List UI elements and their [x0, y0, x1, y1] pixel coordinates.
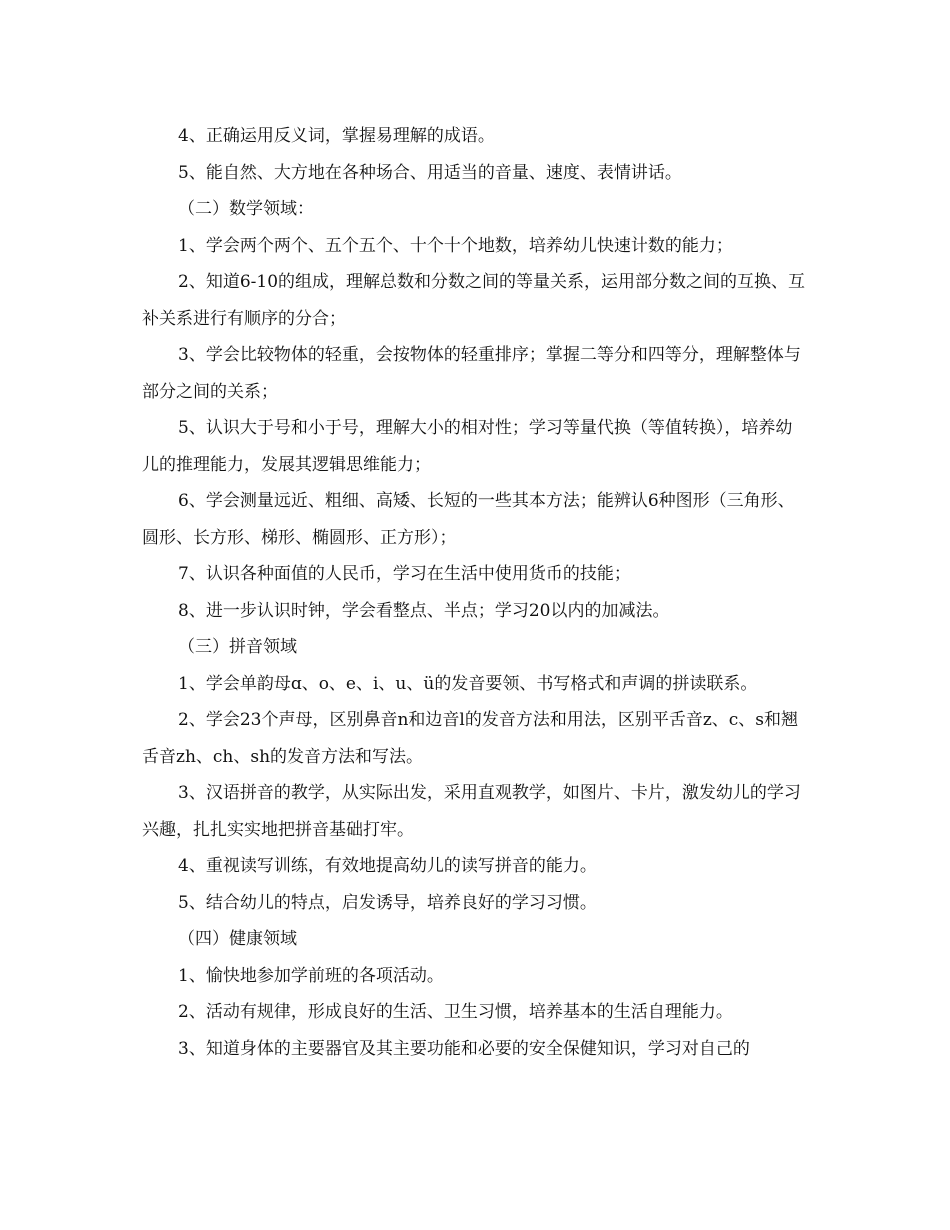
paragraph: 6、学会测量远近、粗细、高矮、长短的一些其本方法；能辨认6种图形（三角形、圆形、长方形、梯形、椭圆形、正方形）；: [142, 491, 795, 548]
paragraph: 4、正确运用反义词，掌握易理解的成语。: [178, 126, 495, 146]
paragraph: 5、认识大于号和小于号，理解大小的相对性；学习等量代换（等值转换），培养幼儿的推理能力，发展其逻辑思维能力；: [142, 418, 793, 475]
paragraph: 7、认识各种面值的人民币，学习在生活中使用货币的技能；: [178, 564, 631, 584]
paragraph: 8、进一步认识时钟，学会看整点、半点；学习20以内的加减法。: [178, 600, 670, 621]
section-heading-health: （四）健康领域: [178, 929, 297, 949]
paragraph: 3、汉语拼音的教学，从实际出发，采用直观教学，如图片、卡片，激发幼儿的学习兴趣，扎扎实实地把拼音基础打牢。: [142, 783, 801, 840]
paragraph: 2、学会23个声母，区别鼻音n和边音l的发音方法和用法，区别平舌音z、c、s和翘舌音zh、ch、sh的发音方法和写法。: [142, 710, 799, 767]
paragraph: 4、重视读写训练，有效地提高幼儿的读写拼音的能力。: [178, 856, 597, 876]
paragraph: 2、知道6-10的组成，理解总数和分数之间的等量关系，运用部分数之间的互换、互补关系进行有顺序的分合；: [142, 272, 806, 329]
paragraph: 5、能自然、大方地在各种场合、用适当的音量、速度、表情讲话。: [178, 162, 682, 183]
paragraph: 3、知道身体的主要器官及其主要功能和必要的安全保健知识，学习对自己的: [178, 1038, 750, 1059]
paragraph: 1、愉快地参加学前班的各项活动。: [178, 965, 444, 986]
section-heading-pinyin: （三）拼音领域: [178, 637, 297, 657]
paragraph: 5、结合幼儿的特点，启发诱导，培养良好的学习习惯。: [178, 892, 597, 913]
section-heading-math: （二）数学领域：: [178, 199, 314, 219]
document-body: [142, 118, 808, 1067]
paragraph: 2、活动有规律，形成良好的生活、卫生习惯，培养基本的生活自理能力。: [178, 1002, 733, 1022]
paragraph: 3、学会比较物体的轻重，会按物体的轻重排序；掌握二等分和四等分，理解整体与部分之间的关系；: [142, 345, 801, 402]
paragraph: 1、学会两个两个、五个五个、十个十个地数，培养幼儿快速计数的能力；: [178, 235, 733, 256]
paragraph: 1、学会单韵母ɑ、o、e、i、u、ü的发音要领、书写格式和声调的拼读联系。: [178, 673, 758, 694]
